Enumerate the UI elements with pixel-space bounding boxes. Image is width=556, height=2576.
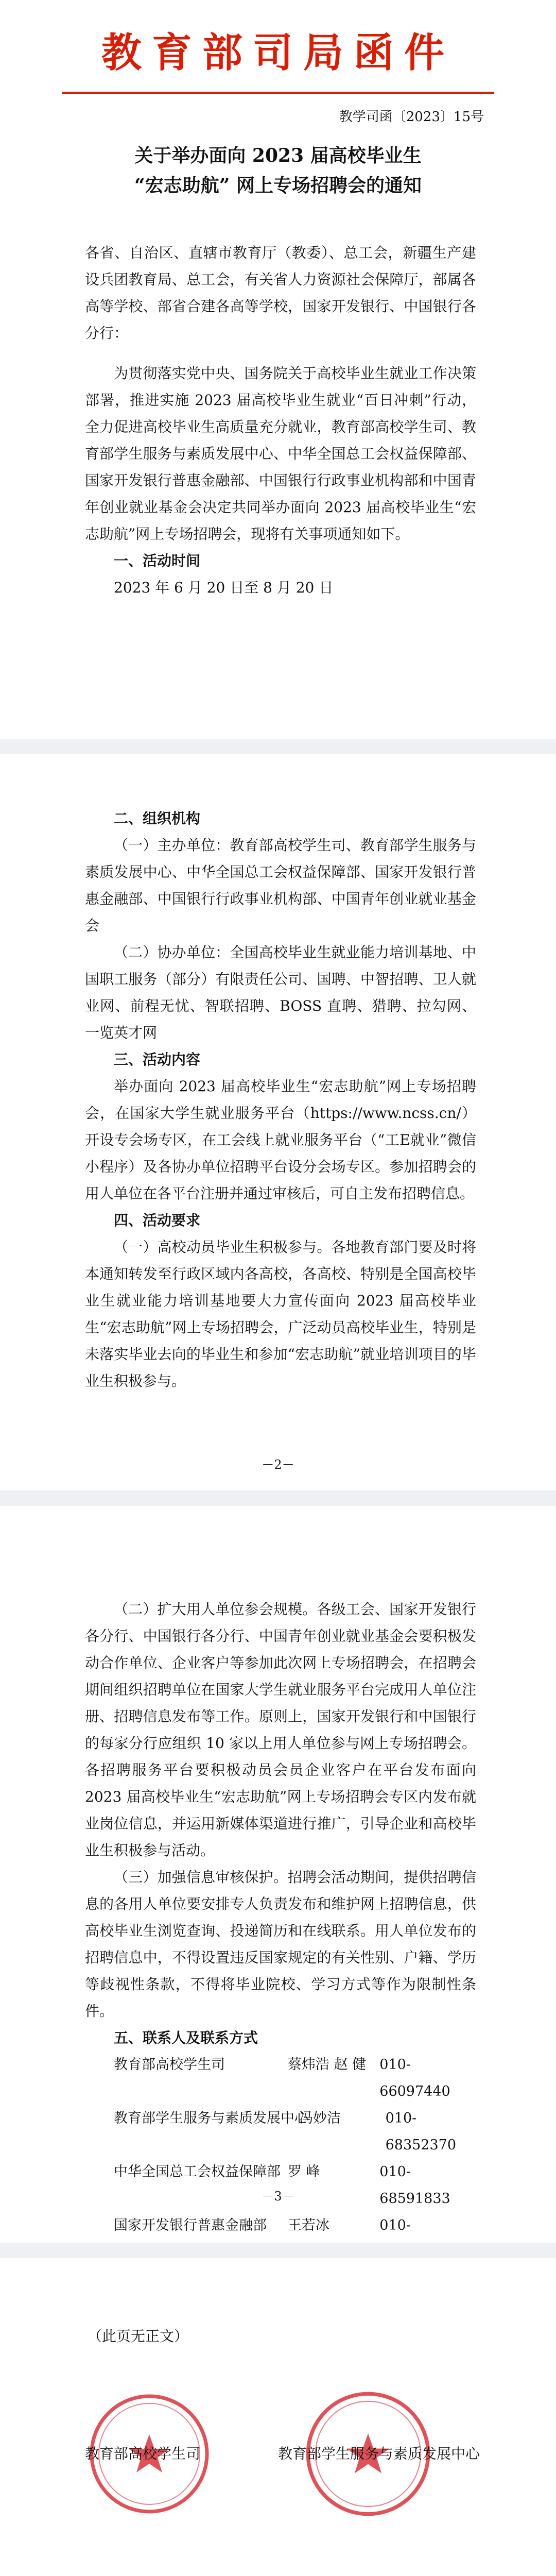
section-3-heading: 三、活动内容	[114, 1051, 201, 1068]
page3-body	[85, 1596, 476, 2243]
page-number: －2－	[262, 1458, 294, 1472]
requirement-2: （二）扩大用人单位参会规模。各级工会、国家开发银行各分行、中国银行各分行、中国青年创业就业基金会要积极发动合作单位、企业客户等参加此次网上专场招聘会，在招聘会期间组织招聘单位在国家大学生就业服务平台完成用人单位注册、招聘信息发布等工作。原则上，国家开发银行和中国银行的每家分行应组织 10 家以上用人单位参与网上专场招聘会。各招聘服务平台要积极动员会员企业客户在平台发布面向 2023 届高校毕业生“宏志助航”网上专场招聘会专区内发布就业岗位信息，并运用新媒体渠道进行推广，引导企业和高校毕业生积极参与活动。	[85, 1601, 476, 1859]
document-number: 教学司函〔2023〕15号	[339, 109, 484, 125]
salutation: 各省、自治区、直辖市教育厅（教委）、总工会，新疆生产建设兵团教育局、总工会，有关省人力资源社会保障厅，部属各高等学校、部省合建各高等学校，国家开发银行、中国银行各分行：	[85, 244, 476, 342]
signature-org-2: 教育部学生服务与素质发展中心	[278, 2445, 480, 2462]
contact-person: 冯妙洁	[299, 2110, 341, 2126]
contact-phone: 010-	[379, 2217, 411, 2233]
contact-person: 蔡炜浩 赵 健	[287, 2057, 367, 2073]
contact-row	[85, 2212, 476, 2243]
contact-row	[85, 2052, 476, 2105]
page2-body	[85, 805, 476, 1395]
organizer-support: （二）协办单位：全国高校毕业生就业能力培训基地、中国职工服务（部分）有限责任公司、国聘、中智招聘、卫人就业网、前程无忧、智联招聘、BOSS 直聘、猎聘、拉勾网、一览英才网	[85, 944, 476, 1041]
section-5-heading: 五、联系人及联系方式	[114, 2029, 258, 2046]
contact-org: 教育部学生服务与素质发展中心	[114, 2110, 308, 2126]
section-1-heading: 一、活动时间	[114, 552, 201, 569]
requirement-1: （一）高校动员毕业生积极参与。各地教育部门要及时将本通知转发至行政区域内各高校，各高校、特别是全国高校毕业生就业能力培训基地要大力宣传面向 2023 届高校毕业生“宏志助航”网上专场招聘会，广泛动员高校毕业生，特别是未落实毕业去向的毕业生和参加“宏志助航”就业培训项目的毕业生积极参与。	[85, 1239, 476, 1389]
page1-body	[85, 240, 476, 601]
contact-list	[85, 2052, 476, 2243]
section-4-heading: 四、活动要求	[114, 1212, 201, 1229]
organizer-host: （一）主办单位：教育部高校学生司、教育部学生服务与素质发展中心、中华全国总工会权益保障部、国家开发银行普惠金融部、中国银行行政事业机构部、中国青年创业就业基金会	[85, 837, 476, 934]
letterhead-title: 教育部司局函件	[101, 29, 455, 76]
contact-person: 王若冰	[287, 2217, 329, 2233]
signature-org-1: 教育部高校学生司	[85, 2445, 201, 2462]
document-page-4	[0, 2258, 556, 2576]
contact-phone: 010-68591833	[379, 2164, 450, 2207]
no-body-note: （此页无正文）	[88, 2328, 189, 2345]
activity-time: 2023 年 6 月 20 日至 8 月 20 日	[114, 579, 334, 596]
activity-content: 举办面向 2023 届高校毕业生“宏志助航”网上专场招聘会，在国家大学生就业服务平台（https://www.ncss.cn/）开设专会场专区，在工会线上就业服务平台（“工E就业”微信小程序）及各协办单位招聘平台设分会场专区。参加招聘会的用人单位在各平台注册并通过审核后，可自主发布招聘信息。	[85, 1078, 476, 1202]
contact-org: 教育部高校学生司	[114, 2057, 225, 2073]
contact-row	[85, 2105, 476, 2159]
notice-title-line-2: “宏志助航” 网上专场招聘会的通知	[134, 175, 422, 196]
contact-phone: 010-66097440	[379, 2057, 450, 2099]
requirement-3: （三）加强信息审核保护。招聘会活动期间，提供招聘信息的各用人单位要安排专人负责发布和维护网上招聘信息，供高校毕业生浏览查询、投递简历和在线联系。用人单位发布的招聘信息中，不得设置违反国家规定的有关性别、户籍、学历等歧视性条款，不得将毕业院校、学习方式等作为限制性条件。	[85, 1869, 476, 2020]
contact-row	[85, 2159, 476, 2212]
contact-phone: 010-68352370	[385, 2110, 457, 2153]
document-page-2	[0, 754, 556, 1490]
contact-person: 罗 峰	[287, 2164, 320, 2180]
intro-paragraph: 为贯彻落实党中央、国务院关于高校毕业生就业工作决策部署，推进实施 2023 届高校毕业生就业“百日冲刺”行动，全力促进高校毕业生高质量充分就业，教育部高校学生司、教育部学生服务与素质发展中心、中华全国总工会权益保障部、国家开发银行普惠金融部、中国银行行政事业机构部和中国青年创业就业基金会决定共同举办面向 2023 届高校毕业生“宏志助航”网上专场招聘会，现将有关事项通知如下。	[85, 365, 476, 543]
section-2-heading: 二、组织机构	[114, 810, 201, 827]
notice-title	[72, 141, 484, 200]
notice-title-line-1: 关于举办面向 2023 届高校毕业生	[134, 145, 422, 166]
page-number: －3－	[262, 2189, 294, 2204]
document-page-3	[0, 1506, 556, 2243]
contact-org: 国家开发银行普惠金融部	[114, 2217, 267, 2233]
red-divider-line	[62, 92, 494, 94]
contact-org: 中华全国总工会权益保障部	[114, 2164, 281, 2180]
document-page-1	[0, 0, 556, 739]
